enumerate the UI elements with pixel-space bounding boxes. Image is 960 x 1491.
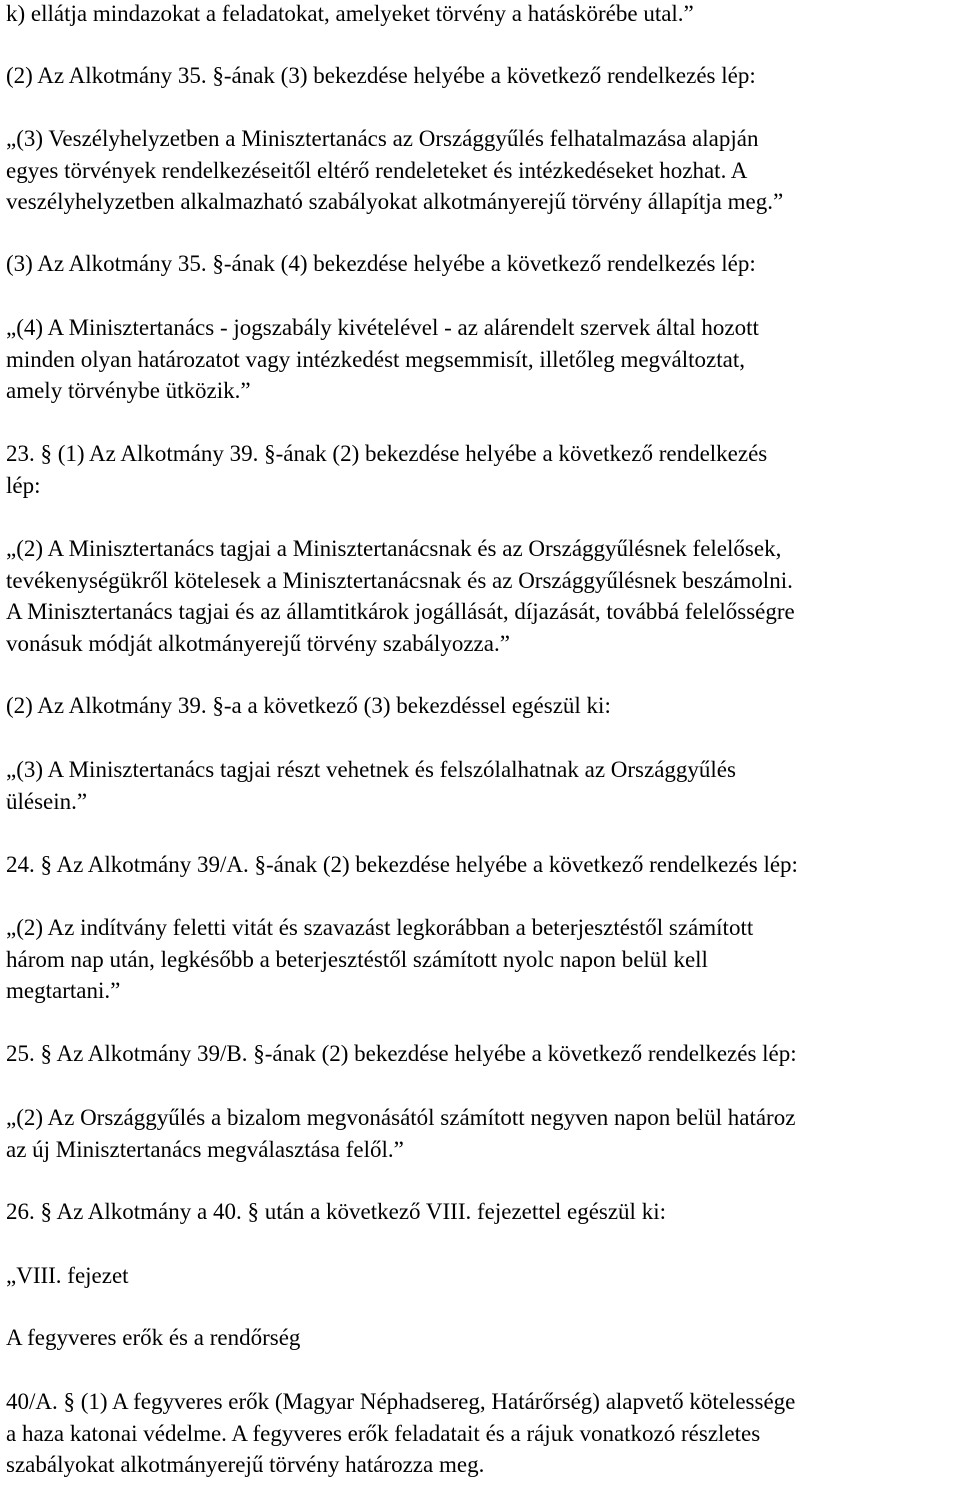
text-line: „(3) Veszélyhelyzetben a Minisztertanács az Országgyűlés felhatalmazása alapján [6,126,759,151]
text-line: „(2) Az Országgyűlés a bizalom megvonásától számított negyven napon belül határoz [6,1105,796,1130]
text-line: szabályokat alkotmányerejű törvény határozza meg. [6,1452,485,1477]
text-line: amely törvénybe ütközik.” [6,378,251,403]
text-line: tevékenységükről kötelesek a Minisztertanácsnak és az Országgyűlésnek beszámolni. [6,567,793,593]
paragraph-39-2-text [6,533,795,659]
text-line: A Minisztertanács tagjai és az államtitkárok jogállását, díjazását, továbbá felelősségre [6,599,795,624]
chapter-title [6,1322,300,1354]
text-line: 40/A. § (1) A fegyveres erők (Magyar Néphadsereg, Határőrség) alapvető kötelessége [6,1389,796,1414]
text-line: (3) Az Alkotmány 35. §-ának (4) bekezdése helyébe a következő rendelkezés lép: [6,251,756,276]
paragraph-section-26 [6,1196,666,1228]
text-line: (2) Az Alkotmány 39. §-a a következő (3) bekezdéssel egészül ki: [6,693,611,718]
text-line: ülésein.” [6,788,88,814]
text-line: A fegyveres erők és a rendőrség [6,1325,301,1350]
paragraph-section-23 [6,438,767,501]
text-line: három nap után, legkésőbb a beterjesztéstől számított nyolc napon belül kell [6,946,708,972]
paragraph-35-4-text [6,312,759,407]
paragraph-35-3-intro [6,60,756,92]
text-line: 26. § Az Alkotmány a 40. § után a következő VIII. fejezettel egészül ki: [6,1199,666,1224]
chapter-heading [6,1260,129,1292]
paragraph-39-3-intro [6,690,611,722]
text-line: minden olyan határozatot vagy intézkedést megsemmisít, illetőleg megváltoztat, [6,346,745,372]
text-line: az új Minisztertanács megválasztása felől.” [6,1136,404,1162]
text-line: a haza katonai védelme. A fegyveres erők feladatait és a rájuk vonatkozó részletes [6,1420,761,1446]
text-line: (2) Az Alkotmány 35. §-ának (3) bekezdése helyébe a következő rendelkezés lép: [6,63,756,88]
text-line: „VIII. fejezet [6,1263,129,1288]
paragraph-39-3-text [6,754,736,817]
paragraph-39b-2-text [6,1102,795,1165]
text-line: 24. § Az Alkotmány 39/A. §-ának (2) bekezdése helyébe a következő rendelkezés lép: [6,852,798,877]
paragraph-section-24 [6,849,798,881]
text-line: veszélyhelyzetben alkalmazható szabályokat alkotmányerejű törvény állapítja meg.” [6,189,784,214]
text-line: 25. § Az Alkotmány 39/B. §-ának (2) bekezdése helyébe a következő rendelkezés lép: [6,1041,797,1066]
text-line: vonásuk módját alkotmányerejű törvény szabályozza.” [6,630,510,656]
text-line: „(4) A Minisztertanács - jogszabály kivételével - az alárendelt szervek által hozott [6,315,759,340]
text-line: lép: [6,472,41,498]
text-line: „(2) Az indítvány feletti vitát és szavazást legkorábban a beterjesztéstől számított [6,915,754,940]
paragraph-40a-1-text [6,1386,795,1481]
paragraph-section-25 [6,1038,797,1070]
text-line: k) ellátja mindazokat a feladatokat, amelyeket törvény a hatáskörébe utal.” [6,1,694,26]
paragraph-39a-2-text [6,912,753,1007]
paragraph-k-item [6,0,694,30]
text-line: 23. § (1) Az Alkotmány 39. §-ának (2) bekezdése helyébe a következő rendelkezés [6,441,768,466]
paragraph-35-4-intro [6,248,756,280]
text-line: egyes törvények rendelkezéseitől eltérő rendeleteket és intézkedéseket hozhat. A [6,157,748,183]
text-line: „(3) A Minisztertanács tagjai részt vehetnek és felszólalhatnak az Országgyűlés [6,757,736,782]
text-line: megtartani.” [6,978,121,1003]
text-line: „(2) A Minisztertanács tagjai a Minisztertanácsnak és az Országgyűlésnek felelősek, [6,536,782,561]
paragraph-35-3-text [6,123,783,218]
